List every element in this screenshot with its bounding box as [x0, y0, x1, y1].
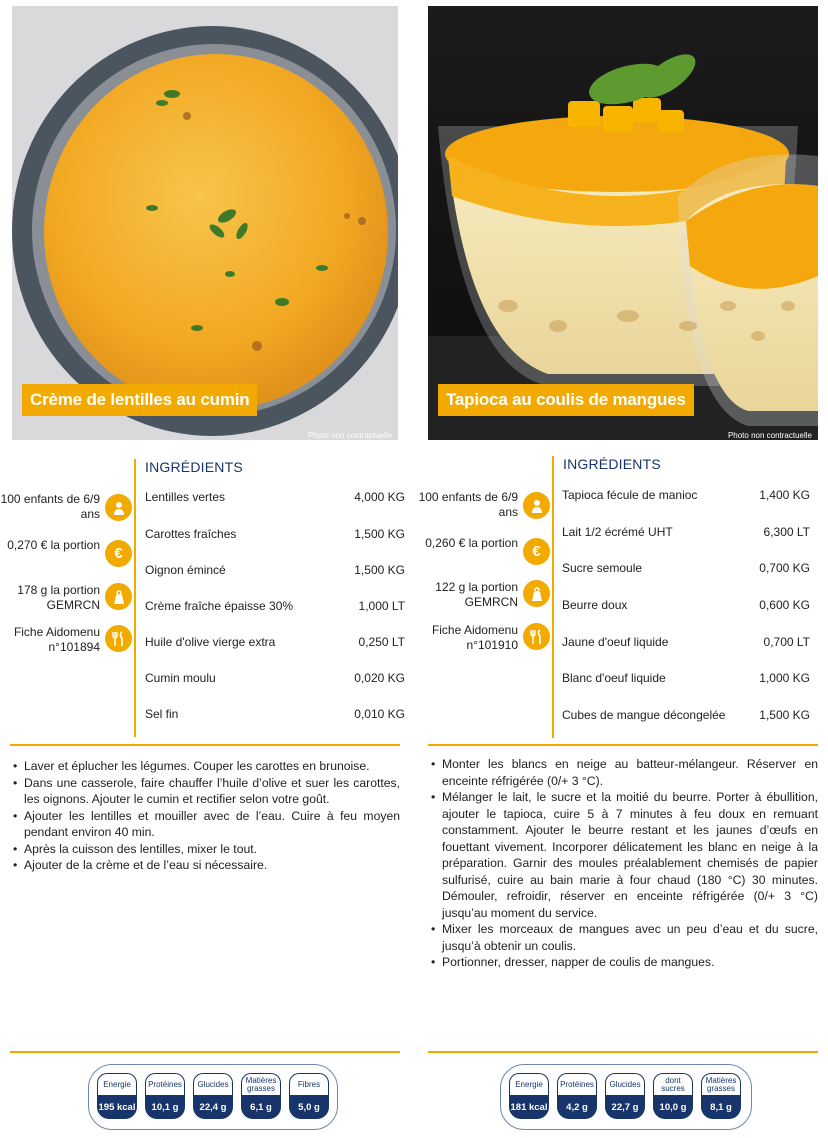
nutrition-item: Glucides 22,4 g [191, 1073, 235, 1119]
preparation-steps [12, 758, 400, 874]
euro-icon: € [105, 540, 132, 567]
nutrition-item: Protéines 4,2 g [555, 1073, 599, 1119]
nutrition-item: Fibres 5,0 g [287, 1073, 331, 1119]
info-aidomenu: Fiche Aidomenu n°101894 [10, 625, 132, 659]
ingredient-row: Sel fin 0,010 KG [145, 707, 405, 721]
nutrition-item: Glucides 22,7 g [603, 1073, 647, 1119]
step-item: • Dans une casserole, faire chauffer l’huile d’olive et suer les carottes, les oignons. Ajouter le cumin et rectifier selon votre goût. [12, 775, 400, 808]
photo-disclaimer: Photo non contractuelle [727, 431, 812, 440]
ingredient-row: Crème fraîche épaisse 30% 1,000 LT [145, 599, 405, 613]
child-icon [105, 494, 132, 521]
ingredient-row: Jaune d'oeuf liquide 0,700 LT [562, 635, 810, 649]
divider-vertical [134, 459, 136, 737]
ingredient-row: Cubes de mangue décongelée 1,500 KG [562, 708, 810, 722]
info-aidomenu: Fiche Aidomenu n°101910 [428, 623, 550, 657]
divider-horizontal [10, 1051, 400, 1053]
weight-icon [523, 580, 550, 607]
ingredients-heading: INGRÉDIENTS [563, 456, 661, 472]
cutlery-icon [523, 623, 550, 650]
divider-horizontal [428, 744, 818, 746]
euro-icon: € [523, 538, 550, 565]
ingredient-row: Cumin moulu 0,020 KG [145, 671, 405, 685]
ingredient-row: Lait 1/2 écrémé UHT 6,300 LT [562, 525, 810, 539]
info-price: 0,270 € la portion € [10, 538, 132, 572]
step-item: • Mélanger le lait, le sucre et la moitié du beurre. Porter à ébullition, ajouter le tapioca, cuire 5 à 7 minutes à feu doux en remuant constamment. Ajouter le beurre restant et les jaunes d’œufs en fouettant vivement. Incorporer délicatement les blanc en neige à la préparation. Garnir des moules préalablement chemisés de papier sulfurisé, cuire au bain marie à four chaud (180 °C) 30 minutes. Démouler, refroidir, réserver en enceinte réfrigérée (0/+ 3 °C) jusqu’au moment du service. [430, 789, 818, 921]
preparation-steps [430, 756, 818, 971]
ingredients-heading: INGRÉDIENTS [145, 459, 243, 475]
info-portion: 178 g la portion GEMRCN [10, 583, 132, 617]
divider-vertical [552, 456, 554, 738]
divider-horizontal [10, 744, 400, 746]
nutrition-panel [500, 1064, 752, 1130]
nutrition-panel [88, 1064, 338, 1130]
tapioca-photo [428, 6, 818, 440]
cutlery-icon [105, 625, 132, 652]
step-item: • Ajouter de la crème et de l’eau si nécessaire. [12, 857, 400, 874]
ingredient-row: Blanc d'oeuf liquide 1,000 KG [562, 671, 810, 685]
child-icon [523, 492, 550, 519]
ingredient-row: Oignon émincé 1,500 KG [145, 563, 405, 577]
weight-icon [105, 583, 132, 610]
nutrition-item: Energie 195 kcal [95, 1073, 139, 1119]
ingredient-row: Tapioca fécule de manioc 1,400 KG [562, 488, 810, 502]
ingredient-row: Beurre doux 0,600 KG [562, 598, 810, 612]
step-item: • Ajouter les lentilles et mouiller avec de l’eau. Cuire à feu moyen pendant environ 40 min. [12, 808, 400, 841]
nutrition-item: Protéines 10,1 g [143, 1073, 187, 1119]
recipe-title: Tapioca au coulis de mangues [438, 384, 694, 416]
soup-photo [12, 6, 398, 440]
recipe-card-left [0, 0, 412, 1138]
nutrition-item: Matières grasses 6,1 g [239, 1073, 283, 1119]
ingredient-row: Huile d'olive vierge extra 0,250 LT [145, 635, 405, 649]
info-price: 0,260 € la portion € [428, 536, 550, 570]
ingredient-row: Sucre semoule 0,700 KG [562, 561, 810, 575]
step-item: • Monter les blancs en neige au batteur-mélangeur. Réserver en enceinte réfrigérée (0/+ 3 °C). [430, 756, 818, 789]
nutrition-item: dont sucres 10,0 g [651, 1073, 695, 1119]
recipe-card-right [418, 0, 828, 1138]
ingredient-row: Lentilles vertes 4,000 KG [145, 490, 405, 504]
divider-horizontal [428, 1051, 818, 1053]
info-servings: 100 enfants de 6/9 ans [10, 492, 132, 526]
step-item: • Portionner, dresser, napper de coulis de mangues. [430, 954, 818, 971]
recipe-title: Crème de lentilles au cumin [22, 384, 257, 416]
step-item: • Mixer les morceaux de mangues avec un peu d’eau et du sucre, jusqu’à obtenir un coulis. [430, 921, 818, 954]
photo-disclaimer: Photo non contractuelle [307, 431, 392, 440]
info-portion: 122 g la portion GEMRCN [428, 580, 550, 614]
step-item: • Laver et éplucher les légumes. Couper les carottes en brunoise. [12, 758, 400, 775]
info-servings: 100 enfants de 6/9 ans [428, 490, 550, 524]
nutrition-item: Matières grasses 8,1 g [699, 1073, 743, 1119]
nutrition-item: Energie 181 kcal [507, 1073, 551, 1119]
step-item: • Après la cuisson des lentilles, mixer le tout. [12, 841, 400, 858]
ingredient-row: Carottes fraîches 1,500 KG [145, 527, 405, 541]
